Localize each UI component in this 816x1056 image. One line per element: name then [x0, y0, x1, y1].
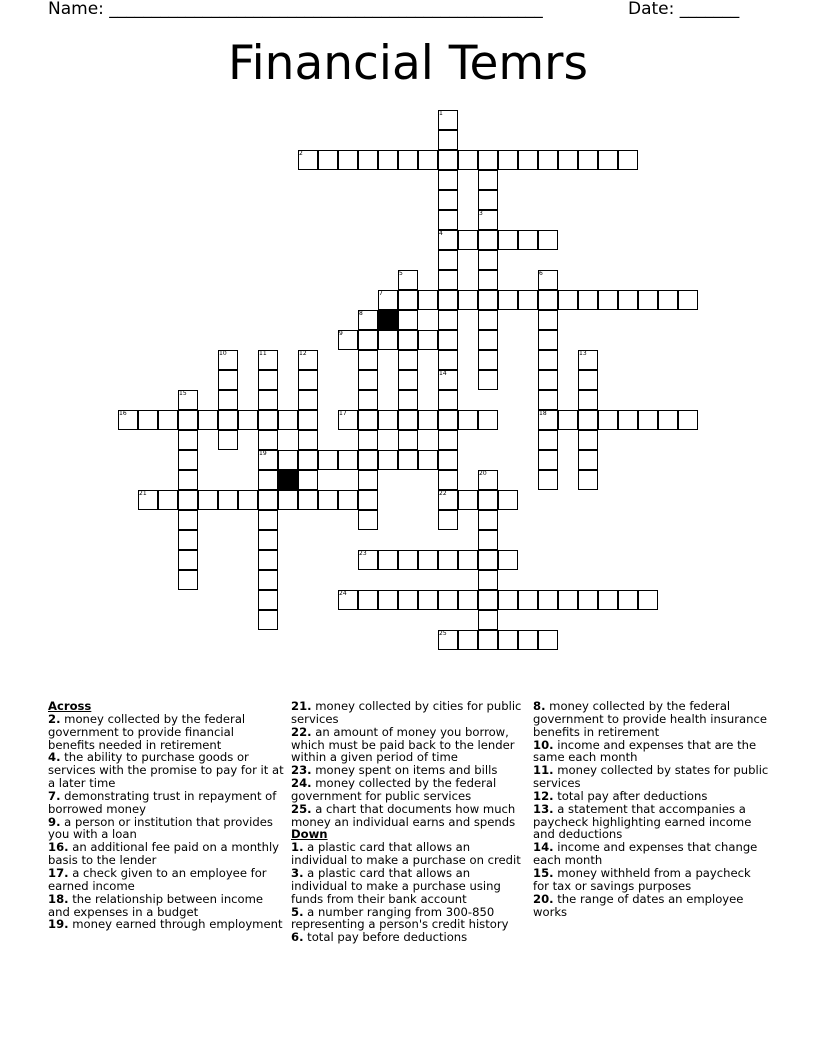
across-clue — [48, 841, 284, 867]
grid-cell[interactable] — [438, 150, 458, 170]
grid-cell[interactable] — [458, 230, 478, 250]
grid-cell[interactable] — [398, 390, 418, 410]
grid-cell[interactable] — [438, 190, 458, 210]
grid-cell[interactable] — [538, 350, 558, 370]
grid-number: 8 — [359, 310, 363, 317]
grid-cell[interactable] — [558, 590, 578, 610]
grid-cell[interactable] — [518, 590, 538, 610]
grid-cell[interactable] — [158, 410, 178, 430]
grid-cell[interactable] — [538, 390, 558, 410]
clue-number: 18. — [48, 891, 69, 906]
grid-number: 21 — [139, 490, 147, 497]
down-clue — [533, 700, 769, 739]
grid-cell[interactable] — [478, 490, 498, 510]
grid-cell[interactable] — [578, 390, 598, 410]
grid-number: 23 — [359, 550, 367, 557]
grid-cell[interactable] — [538, 150, 558, 170]
clue-column-2 — [291, 700, 526, 944]
clue-number: 21. — [291, 699, 312, 713]
down-clue — [291, 841, 526, 867]
grid-cell[interactable] — [578, 290, 598, 310]
clue-text: money collected by the federal government to provide financial benefits needed in retirement — [48, 711, 246, 752]
grid-cell[interactable] — [578, 590, 598, 610]
grid-number: 4 — [439, 230, 443, 237]
across-heading: Across — [48, 699, 92, 713]
clue-number: 19. — [48, 917, 69, 932]
clue-number: 9. — [48, 814, 61, 829]
clue-text: money earned through employment — [72, 917, 283, 932]
grid-cell[interactable] — [538, 430, 558, 450]
across-clue — [48, 867, 284, 893]
grid-cell[interactable] — [338, 150, 358, 170]
grid-cell[interactable] — [298, 430, 318, 450]
grid-cell[interactable] — [598, 590, 618, 610]
grid-cell[interactable] — [478, 290, 498, 310]
grid-cell[interactable] — [258, 410, 278, 430]
grid-cell[interactable] — [498, 230, 518, 250]
grid-cell[interactable] — [478, 190, 498, 210]
clue-text: money spent on items and bills — [315, 763, 498, 778]
grid-cell[interactable] — [478, 310, 498, 330]
clue-text: a plastic card that allows an individual to make a purchase on credit — [291, 840, 521, 868]
grid-cell[interactable] — [538, 330, 558, 350]
grid-cell[interactable] — [298, 450, 318, 470]
grid-cell[interactable] — [478, 370, 498, 390]
down-clue — [533, 803, 769, 842]
clue-column-3 — [533, 700, 769, 918]
grid-number: 11 — [259, 350, 267, 357]
across-clue — [291, 803, 526, 829]
clue-number: 15. — [533, 865, 554, 880]
grid-cell[interactable] — [478, 550, 498, 570]
grid-cell[interactable] — [338, 490, 358, 510]
down-clue — [533, 893, 769, 919]
clue-text: money collected by cities for public services — [291, 699, 522, 726]
grid-cell[interactable] — [418, 290, 438, 310]
grid-cell[interactable] — [198, 410, 218, 430]
down-clue — [533, 841, 769, 867]
grid-cell[interactable] — [158, 490, 178, 510]
grid-cell[interactable] — [358, 330, 378, 350]
grid-cell[interactable] — [258, 510, 278, 530]
grid-cell[interactable] — [398, 310, 418, 330]
grid-cell[interactable] — [478, 630, 498, 650]
grid-cell[interactable] — [458, 550, 478, 570]
clue-number: 6. — [291, 930, 304, 945]
grid-cell[interactable] — [438, 310, 458, 330]
grid-cell[interactable] — [258, 430, 278, 450]
grid-cell[interactable] — [318, 450, 338, 470]
grid-cell[interactable] — [598, 290, 618, 310]
grid-cell[interactable] — [438, 470, 458, 490]
grid-cell[interactable] — [538, 230, 558, 250]
grid-number: 13 — [579, 350, 587, 357]
grid-cell[interactable] — [538, 310, 558, 330]
grid-cell[interactable] — [598, 150, 618, 170]
grid-cell[interactable] — [238, 490, 258, 510]
grid-cell[interactable] — [398, 370, 418, 390]
grid-cell[interactable] — [378, 590, 398, 610]
grid-cell[interactable] — [378, 150, 398, 170]
grid-cell[interactable] — [478, 570, 498, 590]
grid-cell[interactable] — [418, 550, 438, 570]
grid-cell[interactable] — [498, 590, 518, 610]
grid-cell[interactable] — [398, 330, 418, 350]
down-clue — [291, 867, 526, 906]
grid-cell[interactable] — [398, 290, 418, 310]
grid-cell[interactable] — [278, 410, 298, 430]
grid-cell[interactable] — [618, 590, 638, 610]
grid-number: 17 — [339, 410, 347, 417]
name-field: Name: ___________________________________________________ — [48, 0, 543, 19]
grid-cell[interactable] — [438, 430, 458, 450]
grid-cell[interactable] — [438, 330, 458, 350]
grid-cell[interactable] — [438, 390, 458, 410]
grid-cell[interactable] — [538, 470, 558, 490]
grid-cell[interactable] — [378, 410, 398, 430]
grid-number: 19 — [259, 450, 267, 457]
grid-cell[interactable] — [318, 490, 338, 510]
clue-number: 5. — [291, 904, 304, 919]
grid-cell[interactable] — [518, 230, 538, 250]
grid-cell[interactable] — [538, 370, 558, 390]
grid-cell[interactable] — [258, 570, 278, 590]
clue-column-1 — [48, 700, 284, 931]
grid-cell[interactable] — [298, 410, 318, 430]
grid-cell[interactable] — [638, 410, 658, 430]
grid-cell[interactable] — [438, 550, 458, 570]
grid-cell[interactable] — [178, 450, 198, 470]
clue-number: 4. — [48, 750, 61, 765]
grid-cell[interactable] — [498, 290, 518, 310]
grid-cell[interactable] — [418, 590, 438, 610]
across-clue — [291, 700, 526, 726]
grid-cell[interactable] — [358, 510, 378, 530]
grid-number: 3 — [479, 210, 483, 217]
grid-cell[interactable] — [398, 550, 418, 570]
clue-text: money withheld from a paycheck for tax or savings purposes — [533, 865, 751, 893]
grid-cell[interactable] — [478, 250, 498, 270]
grid-cell[interactable] — [358, 450, 378, 470]
grid-cell[interactable] — [478, 590, 498, 610]
grid-cell[interactable] — [538, 450, 558, 470]
clue-text: a statement that accompanies a paycheck highlighting earned income and deductions — [533, 801, 752, 842]
across-clue — [291, 777, 526, 803]
grid-cell[interactable] — [638, 590, 658, 610]
clue-text: a chart that documents how much money an individual earns and spends — [291, 801, 516, 829]
grid-cell[interactable] — [258, 590, 278, 610]
grid-cell[interactable] — [618, 410, 638, 430]
clue-number: 14. — [533, 840, 554, 855]
grid-cell[interactable] — [178, 550, 198, 570]
clue-number: 7. — [48, 788, 61, 803]
grid-cell[interactable] — [518, 150, 538, 170]
grid-cell[interactable] — [358, 470, 378, 490]
across-clue — [48, 790, 284, 816]
grid-cell[interactable] — [298, 470, 318, 490]
clue-number: 20. — [533, 891, 554, 906]
grid-number: 2 — [299, 150, 303, 157]
grid-number: 14 — [439, 370, 447, 377]
grid-cell[interactable] — [578, 470, 598, 490]
grid-cell[interactable] — [178, 430, 198, 450]
clue-text: the ability to purchase goods or services with the promise to pay for it at a later time — [48, 750, 284, 791]
grid-cell[interactable] — [278, 450, 298, 470]
grid-cell[interactable] — [578, 370, 598, 390]
clue-number: 22. — [291, 724, 312, 739]
across-clue — [48, 918, 284, 931]
grid-cell[interactable] — [618, 290, 638, 310]
grid-number: 7 — [379, 290, 383, 297]
grid-cell[interactable] — [318, 150, 338, 170]
down-heading: Down — [291, 827, 328, 842]
grid-cell[interactable] — [418, 410, 438, 430]
grid-cell[interactable] — [358, 430, 378, 450]
blocked-cell — [378, 310, 398, 330]
grid-cell[interactable] — [358, 370, 378, 390]
across-clue — [48, 713, 284, 752]
grid-number: 5 — [399, 270, 403, 277]
grid-cell[interactable] — [458, 590, 478, 610]
grid-cell[interactable] — [478, 610, 498, 630]
grid-cell[interactable] — [478, 170, 498, 190]
grid-cell[interactable] — [658, 290, 678, 310]
clue-number: 12. — [533, 788, 554, 803]
grid-cell[interactable] — [358, 490, 378, 510]
grid-number: 18 — [539, 410, 547, 417]
grid-cell[interactable] — [298, 490, 318, 510]
grid-cell[interactable] — [478, 150, 498, 170]
grid-cell[interactable] — [458, 150, 478, 170]
grid-cell[interactable] — [438, 350, 458, 370]
grid-cell[interactable] — [398, 410, 418, 430]
blocked-cell — [278, 470, 298, 490]
clue-text: demonstrating trust in repayment of borrowed money — [48, 788, 277, 816]
grid-cell[interactable] — [298, 390, 318, 410]
clue-text: money collected by the federal government to provide health insurance benefits in retirement — [533, 699, 767, 739]
grid-number: 9 — [339, 330, 343, 337]
grid-cell[interactable] — [378, 450, 398, 470]
grid-cell[interactable] — [438, 510, 458, 530]
grid-cell[interactable] — [258, 490, 278, 510]
grid-cell[interactable] — [558, 410, 578, 430]
across-clue — [291, 726, 526, 765]
clue-text: an additional fee paid on a monthly basis to the lender — [48, 840, 280, 868]
grid-cell[interactable] — [378, 550, 398, 570]
clue-text: income and expenses that are the same each month — [533, 737, 757, 765]
down-clue — [533, 764, 769, 790]
date-field: Date: _______ — [628, 0, 740, 19]
grid-cell[interactable] — [418, 150, 438, 170]
grid-cell[interactable] — [398, 430, 418, 450]
grid-cell[interactable] — [218, 410, 238, 430]
grid-cell[interactable] — [258, 610, 278, 630]
grid-cell[interactable] — [598, 410, 618, 430]
clue-text: a person or institution that provides you with a loan — [48, 814, 273, 842]
grid-cell[interactable] — [498, 150, 518, 170]
grid-cell[interactable] — [218, 490, 238, 510]
grid-cell[interactable] — [478, 230, 498, 250]
across-clue — [48, 751, 284, 790]
grid-cell[interactable] — [658, 410, 678, 430]
grid-cell[interactable] — [498, 550, 518, 570]
grid-cell[interactable] — [198, 490, 218, 510]
grid-cell[interactable] — [458, 410, 478, 430]
clue-text: a number ranging from 300-850 representing a person's credit history — [291, 904, 509, 932]
grid-cell[interactable] — [438, 590, 458, 610]
grid-cell[interactable] — [338, 450, 358, 470]
clue-number: 13. — [533, 801, 554, 816]
grid-cell[interactable] — [478, 330, 498, 350]
puzzle-title: Financial Temrs — [228, 36, 588, 91]
clue-text: income and expenses that change each month — [533, 840, 758, 868]
grid-cell[interactable] — [538, 630, 558, 650]
grid-cell[interactable] — [438, 450, 458, 470]
grid-cell[interactable] — [258, 370, 278, 390]
grid-cell[interactable] — [478, 410, 498, 430]
grid-number: 1 — [439, 110, 443, 117]
grid-number: 25 — [439, 630, 447, 637]
down-clue — [291, 931, 526, 944]
grid-cell[interactable] — [398, 150, 418, 170]
grid-cell[interactable] — [478, 350, 498, 370]
grid-number: 22 — [439, 490, 447, 497]
clue-number: 25. — [291, 801, 312, 816]
grid-cell[interactable] — [538, 590, 558, 610]
clue-number: 2. — [48, 711, 61, 726]
grid-cell[interactable] — [178, 470, 198, 490]
grid-cell[interactable] — [138, 410, 158, 430]
clue-text: the range of dates an employee works — [533, 891, 744, 919]
grid-cell[interactable] — [178, 570, 198, 590]
grid-number: 20 — [479, 470, 487, 477]
grid-cell[interactable] — [438, 210, 458, 230]
grid-cell[interactable] — [678, 290, 698, 310]
grid-cell[interactable] — [578, 150, 598, 170]
grid-number: 10 — [219, 350, 227, 357]
clue-number: 16. — [48, 840, 69, 855]
grid-cell[interactable] — [518, 290, 538, 310]
clue-text: the relationship between income and expenses in a budget — [48, 891, 264, 919]
grid-number: 15 — [179, 390, 187, 397]
grid-cell[interactable] — [398, 350, 418, 370]
grid-cell[interactable] — [478, 270, 498, 290]
grid-cell[interactable] — [258, 530, 278, 550]
grid-cell[interactable] — [238, 410, 258, 430]
grid-cell[interactable] — [498, 630, 518, 650]
grid-cell[interactable] — [178, 410, 198, 430]
grid-cell[interactable] — [438, 410, 458, 430]
grid-cell[interactable] — [358, 390, 378, 410]
grid-cell[interactable] — [438, 290, 458, 310]
down-clue — [533, 867, 769, 893]
grid-cell[interactable] — [438, 270, 458, 290]
grid-cell[interactable] — [258, 550, 278, 570]
clue-text: an amount of money you borrow, which must be paid back to the lender within a given period of time — [291, 724, 515, 765]
clue-text: total pay after deductions — [557, 788, 708, 803]
across-clue — [48, 893, 284, 919]
grid-cell[interactable] — [358, 590, 378, 610]
grid-cell[interactable] — [358, 350, 378, 370]
grid-cell[interactable] — [398, 450, 418, 470]
grid-cell[interactable] — [538, 290, 558, 310]
clue-text: money collected by the federal government for public services — [291, 776, 497, 803]
clue-number: 8. — [533, 699, 546, 713]
grid-number: 24 — [339, 590, 347, 597]
clue-number: 23. — [291, 763, 312, 778]
grid-cell[interactable] — [358, 410, 378, 430]
grid-cell[interactable] — [298, 370, 318, 390]
grid-cell[interactable] — [638, 290, 658, 310]
grid-cell[interactable] — [438, 130, 458, 150]
grid-cell[interactable] — [178, 490, 198, 510]
grid-number: 12 — [299, 350, 307, 357]
grid-cell[interactable] — [418, 330, 438, 350]
clue-text: money collected by states for public services — [533, 763, 769, 791]
grid-cell[interactable] — [678, 410, 698, 430]
grid-cell[interactable] — [258, 470, 278, 490]
grid-cell[interactable] — [438, 250, 458, 270]
clue-number: 11. — [533, 763, 554, 778]
down-clue — [291, 906, 526, 932]
grid-cell[interactable] — [498, 490, 518, 510]
down-clue — [533, 739, 769, 765]
grid-cell[interactable] — [458, 630, 478, 650]
grid-cell[interactable] — [578, 430, 598, 450]
grid-cell[interactable] — [218, 390, 238, 410]
grid-cell[interactable] — [178, 510, 198, 530]
clue-number: 1. — [291, 840, 304, 855]
grid-cell[interactable] — [418, 450, 438, 470]
grid-cell[interactable] — [218, 370, 238, 390]
across-clue — [48, 816, 284, 842]
grid-number: 6 — [539, 270, 543, 277]
clue-number: 24. — [291, 776, 312, 791]
grid-cell[interactable] — [358, 150, 378, 170]
grid-cell[interactable] — [258, 390, 278, 410]
grid-cell[interactable] — [518, 630, 538, 650]
grid-cell[interactable] — [458, 290, 478, 310]
grid-cell[interactable] — [178, 530, 198, 550]
clue-text: total pay before deductions — [307, 930, 468, 945]
grid-cell[interactable] — [278, 490, 298, 510]
grid-cell[interactable] — [478, 510, 498, 530]
grid-cell[interactable] — [558, 290, 578, 310]
grid-cell[interactable] — [618, 150, 638, 170]
grid-number: 16 — [119, 410, 127, 417]
clue-text: a check given to an employee for earned income — [48, 865, 267, 893]
grid-cell[interactable] — [458, 490, 478, 510]
grid-cell[interactable] — [578, 450, 598, 470]
grid-cell[interactable] — [438, 170, 458, 190]
clue-text: a plastic card that allows an individual to make a purchase using funds from their bank account — [291, 865, 501, 906]
clue-number: 17. — [48, 865, 69, 880]
clue-number: 10. — [533, 737, 554, 752]
grid-cell[interactable] — [218, 430, 238, 450]
grid-cell[interactable] — [578, 410, 598, 430]
grid-cell[interactable] — [478, 530, 498, 550]
grid-cell[interactable] — [378, 330, 398, 350]
clue-number: 3. — [291, 865, 304, 880]
grid-cell[interactable] — [398, 590, 418, 610]
grid-cell[interactable] — [558, 150, 578, 170]
